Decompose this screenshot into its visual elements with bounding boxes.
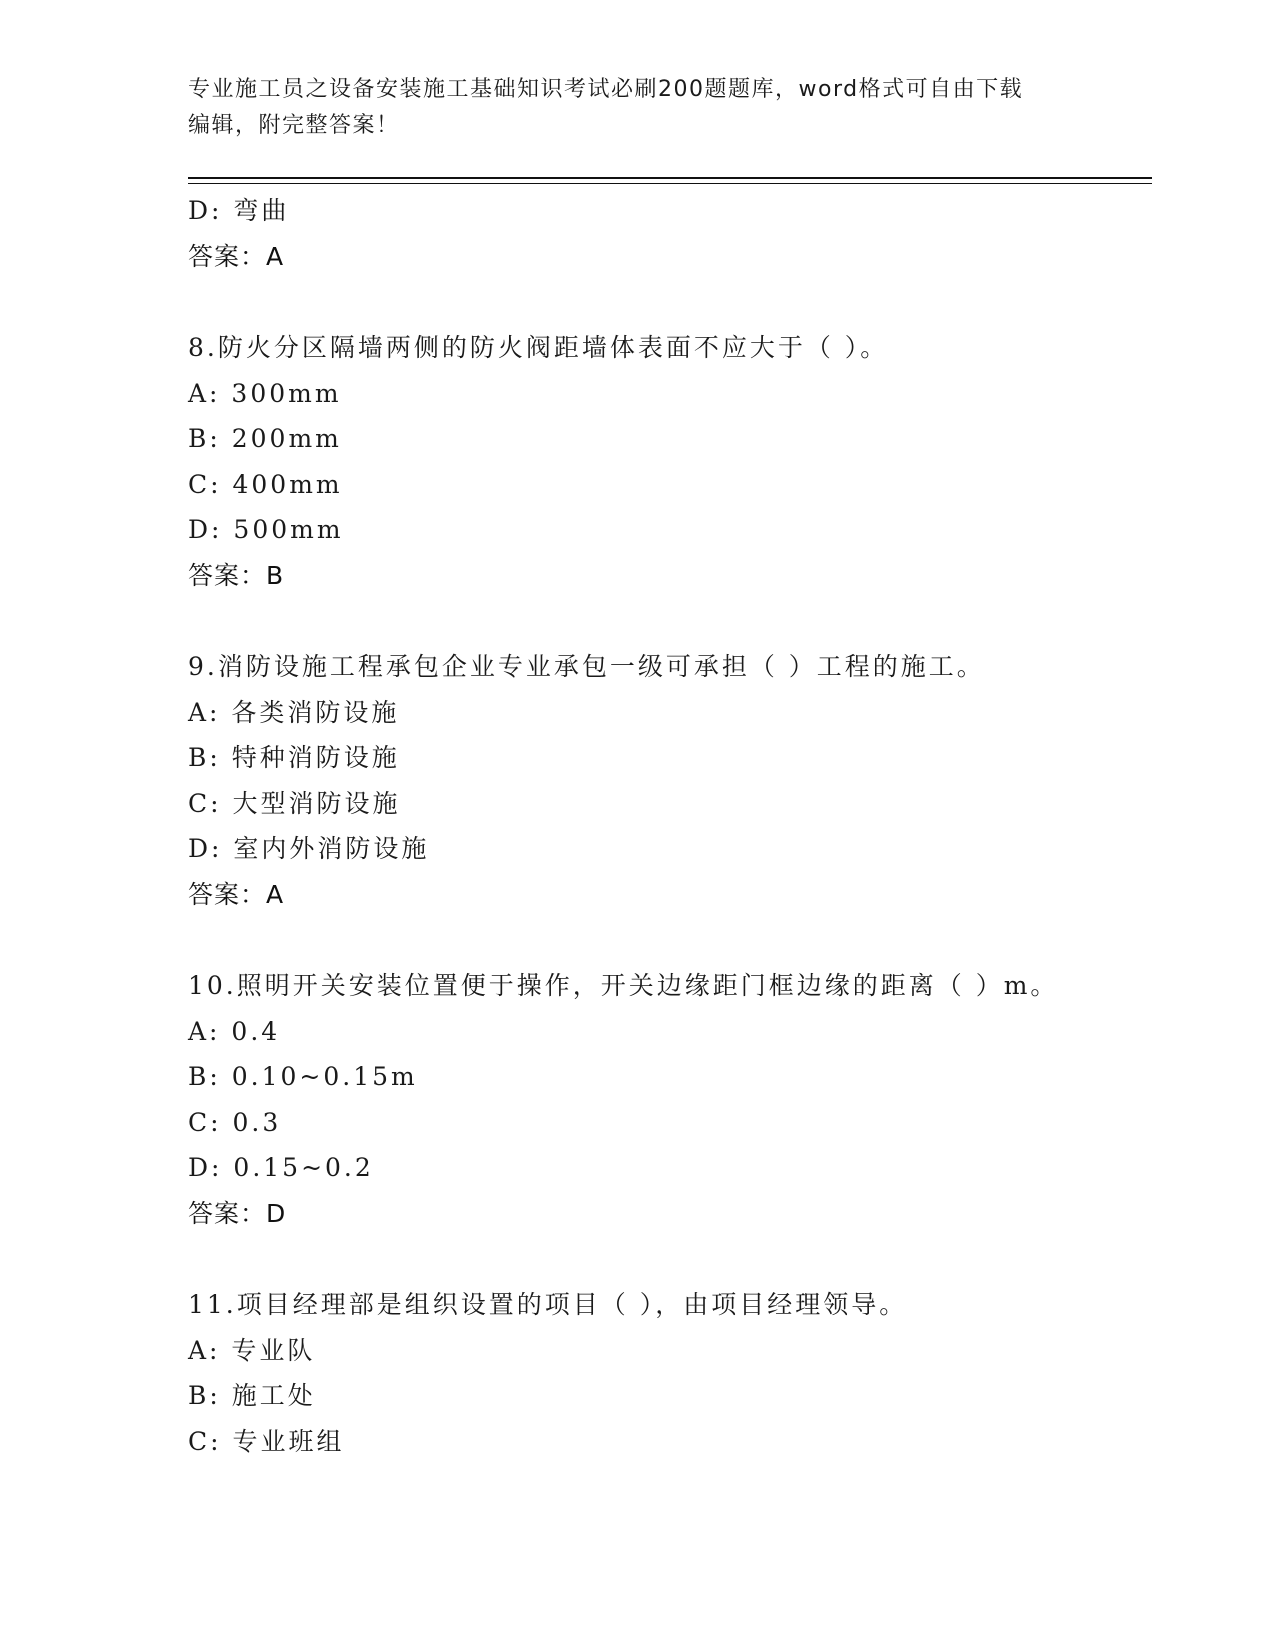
question-8 <box>188 325 1152 598</box>
option-c: C: 专业班组 <box>188 1426 345 1456</box>
answer-line: 答案：A <box>188 241 285 271</box>
option-c: C: 0.3 <box>188 1107 282 1137</box>
spacer <box>188 279 1152 325</box>
question-11 <box>188 1282 1152 1464</box>
answer-line: 答案：D <box>188 1198 287 1228</box>
question-10 <box>188 963 1152 1236</box>
header-divider-thick <box>188 177 1152 179</box>
question-7-fragment <box>188 188 1152 279</box>
option-b: B: 200mm <box>188 424 342 453</box>
option-d: D: 0.15~0.2 <box>188 1153 374 1182</box>
option-d: D: 室内外消防设施 <box>188 834 430 863</box>
question-stem: 9.消防设施工程承包企业专业承包一级可承担（ ）工程的施工。 <box>188 652 985 681</box>
option-d: D: 500mm <box>188 515 344 544</box>
answer-line: 答案：B <box>188 560 285 590</box>
option-b: B: 特种消防设施 <box>188 743 400 772</box>
spacer <box>188 598 1152 644</box>
option-a: A: 各类消防设施 <box>188 697 400 727</box>
option-c: C: 大型消防设施 <box>188 788 401 818</box>
header-title-line-1: 专业施工员之设备安装施工基础知识考试必刷200题题库，word格式可自由下载 <box>188 77 1024 102</box>
question-stem: 10.照明开关安装位置便于操作，开关边缘距门框边缘的距离（ ）m。 <box>188 971 1059 1000</box>
spacer <box>188 917 1152 963</box>
option-b: B: 0.10~0.15m <box>188 1062 418 1091</box>
answer-line: 答案：A <box>188 879 285 909</box>
spacer <box>188 1236 1152 1282</box>
option-d: D: 弯曲 <box>188 196 290 225</box>
option-b: B: 施工处 <box>188 1381 316 1410</box>
option-a: A: 300mm <box>188 378 342 408</box>
document-header <box>188 72 1088 144</box>
option-c: C: 400mm <box>188 469 343 499</box>
header-divider-thin <box>188 183 1152 184</box>
option-a: A: 专业队 <box>188 1335 316 1365</box>
question-stem: 11.项目经理部是组织设置的项目（ ），由项目经理领导。 <box>188 1290 908 1319</box>
header-title-line-2: 编辑，附完整答案！ <box>188 113 400 138</box>
question-stem: 8.防火分区隔墙两侧的防火阀距墙体表面不应大于（ ）。 <box>188 333 889 362</box>
option-a: A: 0.4 <box>188 1016 281 1046</box>
document-body <box>188 188 1152 1464</box>
question-9 <box>188 644 1152 917</box>
